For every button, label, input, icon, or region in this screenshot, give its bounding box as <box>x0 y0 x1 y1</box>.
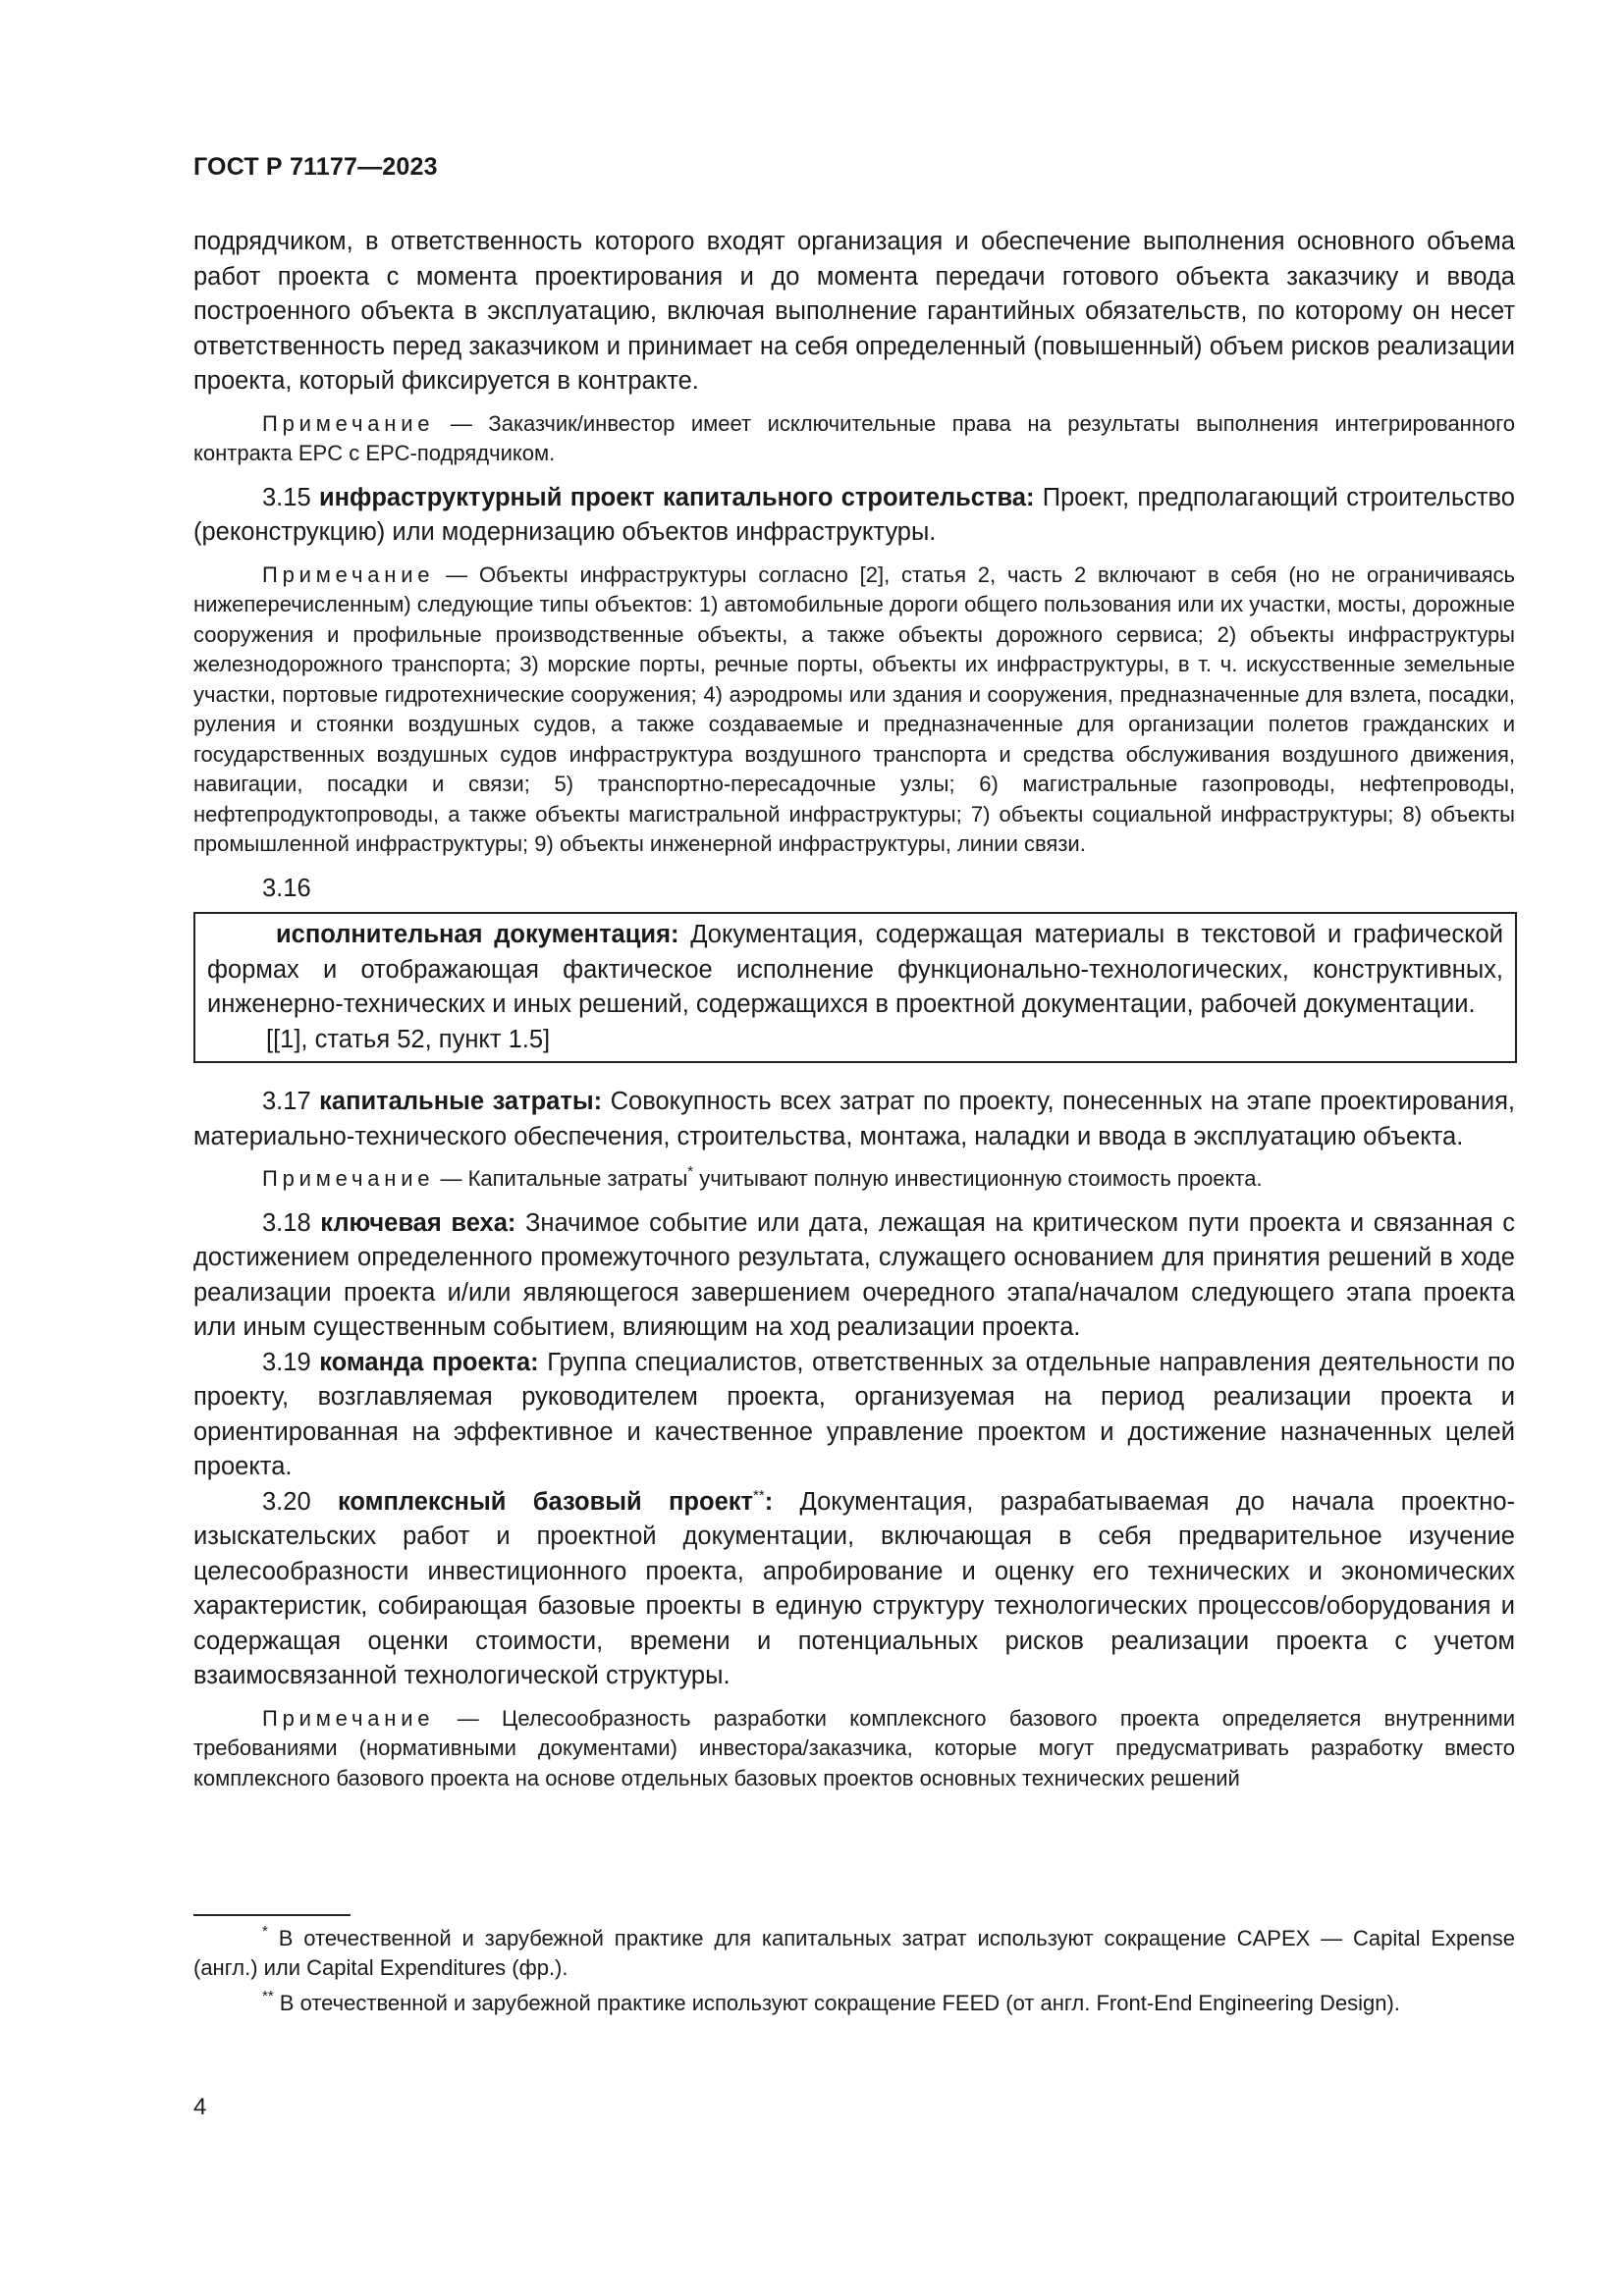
term-definition: Совокупность всех затрат по проекту, понесенных на этапе проектирования, материально-технического обеспечения, строительства, монтажа, наладки и ввода в эксплуатацию объекта. <box>193 1088 1515 1150</box>
term-name: комплексный базовый проект <box>337 1487 754 1516</box>
footnote-1 <box>193 1924 1515 1983</box>
note-3 <box>193 1164 1515 1195</box>
note-text: учитывают полную инвестиционную стоимость проекта. <box>693 1166 1263 1191</box>
term-number: 3.15 <box>262 483 319 511</box>
standard-header: ГОСТ Р 71177—2023 <box>193 153 438 181</box>
page-number: 4 <box>193 2094 207 2120</box>
term-number: 3.20 <box>262 1487 338 1516</box>
term-name: инфраструктурный проект капитального строительства: <box>318 483 1035 511</box>
term-definition: Документация, содержащая материалы в текстовой и графической формах и отображающая фактическое исполнение функционально-технологических, конструктивных, инженерно-технических и иных решений, содержащихся в проектной документации, рабочей документации. <box>207 921 1503 1018</box>
footnote-text: В отечественной и зарубежной практике для капитальных затрат используют сокращение CAPEX — Capital Expense (англ.) или Capital Expenditures (фр.). <box>193 1926 1515 1980</box>
term-number-3-16: 3.16 <box>262 874 311 902</box>
note-text: — Заказчик/инвестор имеет исключительные права на результаты выполнения интегрированного контракта EPC с EPC-подрядчиком. <box>193 410 1515 465</box>
note-2 <box>193 561 1515 860</box>
page-body <box>193 225 1515 1805</box>
term-definition: Значимое событие или дата, лежащая на критическом пути проекта и связанная с достижением определенного промежуточного результата, служащего основанием для принятия решений в ходе реализации проекта и/или являющегося завершением очередного этапа/началом следующего этапа проекта или иным существенным событием, влияющим на ход реализации проекта. <box>193 1208 1516 1341</box>
term-name: ключевая веха: <box>320 1208 516 1237</box>
note-1 <box>193 409 1515 469</box>
note-label: Примечание <box>262 561 435 587</box>
term-colon: : <box>764 1487 774 1516</box>
footnotes <box>193 1914 1515 2024</box>
footnote-mark: ** <box>262 1988 274 2004</box>
term-3-20 <box>193 1485 1515 1694</box>
term-3-16-box <box>193 912 1517 1063</box>
note-label: Примечание <box>262 410 435 436</box>
footnote-mark: * <box>262 1923 268 1940</box>
note-text: — Объекты инфраструктуры согласно [2], статья 2, часть 2 включают в себя (но не ограничиваясь нижеперечисленным) следующие типы объектов: 1) автомобильные дороги общего пользования или их участки, мосты, дорожные сооружения и профильные производственные объекты, а также объекты дорожного сервиса; 2) объекты инфраструктуры железнодорожного транспорта; 3) морские порты, речные порты, объекты их инфраструктуры, в т. ч. искусственные земельные участки, портовые гидротехнические сооружения; 4) аэродромы или здания и сооружения, предназначенные для взлета, посадки, руления и стоянки воздушных судов, а также создаваемые и предназначенные для организации полетов гражданских и государственных воздушных судов инфраструктура воздушного транспорта и средства обслуживания воздушного движения, навигации, посадки и связи; 5) транспортно-пересадочные узлы; 6) магистральные газопроводы, нефтепроводы, нефтепродуктопроводы, а также объекты магистральной инфраструктуры; 7) объекты социальной инфраструктуры; 8) объекты промышленной инфраструктуры; 9) объекты инженерной инфраструктуры, линии связи. <box>193 561 1515 856</box>
term-citation: [[1], статья 52, пункт 1.5] <box>266 1025 551 1053</box>
term-3-17 <box>193 1085 1515 1154</box>
continuation-paragraph: подрядчиком, в ответственность которого входят организация и обеспечение выполнения основного объема работ проекта с момента проектирования и до момента передачи готового объекта заказчику и ввода построенного объекта в эксплуатацию, включая выполнение гарантийных обязательств, по которому он несет ответственность перед заказчиком и принимает на себя определенный (повышенный) объем рисков реализации проекта, который фиксируется в контракте. <box>193 228 1515 395</box>
note-text: — Целесообразность разработки комплексного базового проекта определяется внутренними требованиями (нормативными документами) инвестора/заказчика, которые могут предусматривать разработку вместо комплексного базового проекта на основе отдельных базовых проектов основных технических решений <box>193 1705 1515 1790</box>
footnote-ref: ** <box>753 1486 765 1504</box>
note-label: Примечание <box>262 1166 435 1191</box>
term-definition: Проект, предполагающий строительство (реконструкцию) или модернизацию объектов инфраструктуры. <box>193 483 1515 546</box>
term-3-15 <box>193 481 1515 551</box>
term-3-19 <box>193 1346 1515 1485</box>
footnote-text: В отечественной и зарубежной практике используют сокращение FEED (от англ. Front-End Engineering Design). <box>273 1991 1400 2015</box>
term-3-16 <box>207 918 1503 1023</box>
term-definition: Документация, разрабатываемая до начала проектно-изыскательских работ и проектной документации, включающая в себя предварительное изучение целесообразности инвестиционного проекта, апробирование и оценку его технических и экономических характеристик, собирающая базовые проекты в единую структуру технологических процессов/оборудования и содержащая оценки стоимости, времени и потенциальных рисков реализации проекта с учетом взаимосвязанной технологической структуры. <box>193 1487 1515 1689</box>
footnote-2 <box>193 1989 1515 2018</box>
term-name: капитальные затраты: <box>319 1088 603 1115</box>
term-name: команда проекта: <box>319 1348 539 1376</box>
term-number: 3.18 <box>262 1208 321 1237</box>
note-label: Примечание <box>262 1705 435 1731</box>
term-name: исполнительная документация: <box>276 921 679 948</box>
footnote-separator <box>193 1914 351 1916</box>
footnote-ref: * <box>687 1163 694 1180</box>
term-definition: Группа специалистов, ответственных за отдельные направления деятельности по проекту, возглавляемая руководителем проекта, организуемая на период реализации проекта и ориентированная на эффективное и качественное управление проектом и достижение назначенных целей проекта. <box>193 1348 1515 1480</box>
term-number: 3.19 <box>262 1348 320 1376</box>
note-4 <box>193 1704 1515 1794</box>
term-number: 3.17 <box>262 1088 320 1115</box>
note-text: — Капитальные затраты <box>434 1166 688 1191</box>
term-3-18 <box>193 1206 1515 1346</box>
